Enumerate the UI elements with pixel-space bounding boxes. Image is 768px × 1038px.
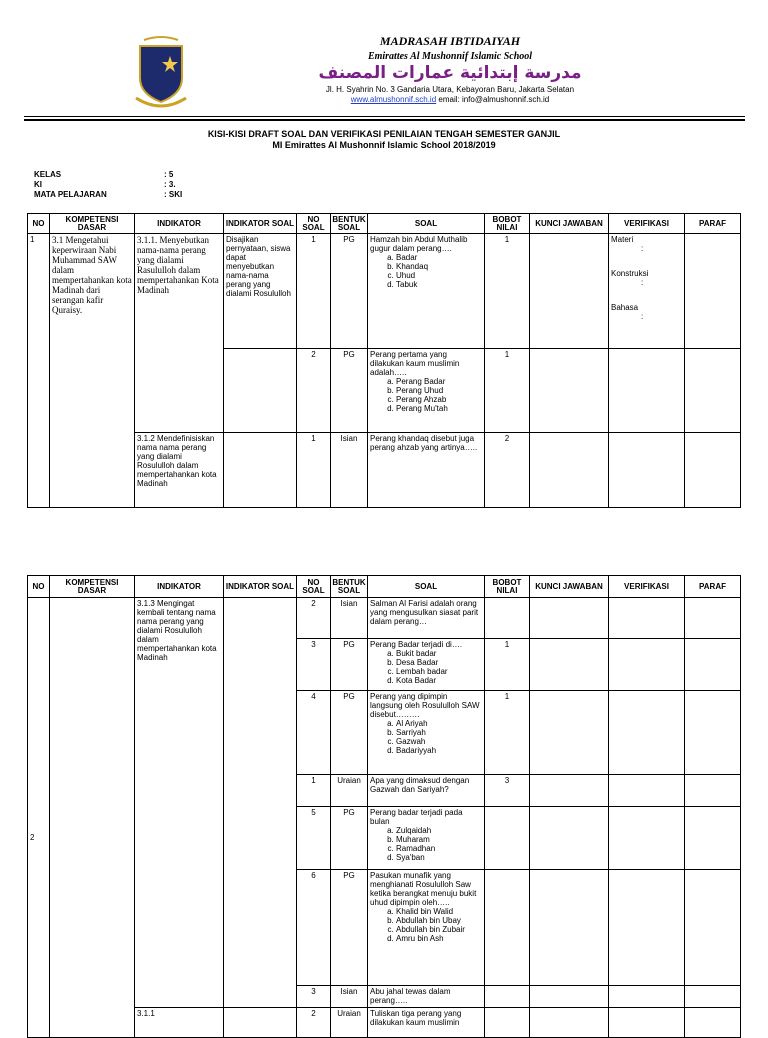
kisi-table-2 [27,575,741,1038]
kunci-cell[interactable] [530,986,609,1008]
kunci-cell[interactable] [530,870,609,986]
option: a. Zulqaidah [396,826,482,835]
table-row [28,598,741,639]
meta-value: : SKI [164,190,183,199]
option: a. Al Ariyah [396,719,482,728]
options-list [370,719,482,755]
no-soal-cell: 2 [297,1008,331,1038]
header-cell: KUNCI JAWABAN [530,214,609,234]
email-text: email: info@almushonnif.sch.id [438,95,550,104]
no-soal-cell: 2 [297,349,331,433]
indikator-cell: 3.1.1. Menyebutkan nama-nama perang yang dialami Rasululloh dalam mempertahankan Kota Madinah [135,234,224,433]
header-cell: VERIFIKASI [609,214,685,234]
options-list [370,826,482,862]
school-address: Jl. H. Syahrin No. 3 Gandaria Utara, Kebayoran Baru, Jakarta Selatan [325,85,575,94]
header-cell: KOMPETENSI DASAR [50,576,135,598]
paraf-cell[interactable] [685,691,741,775]
verifikasi-colon: : [641,278,644,287]
verifikasi-konstruksi [611,269,682,287]
indikator-soal-cell [224,349,297,433]
indikator-cell: 3.1.3 Mengingat kembali tentang nama nama perang yang dialami Rosululloh dalam mempertahankan kota Madinah [135,598,224,1008]
indikator-cell: 3.1.1 [135,1008,224,1038]
soal-cell: Tuliskan tiga perang yang dilakukan kaum muslimin [368,1008,485,1038]
bentuk-soal-cell: PG [331,234,368,349]
soal-cell [368,234,485,349]
options-list [370,907,482,943]
verifikasi-label: Materi [611,235,634,244]
paraf-cell[interactable] [685,986,741,1008]
no-soal-cell: 1 [297,775,331,807]
option: a. Bukit badar [396,649,482,658]
header-cell: INDIKATOR SOAL [224,576,297,598]
bentuk-soal-cell: PG [331,691,368,775]
option: d. Kota Badar [396,676,482,685]
bobot-cell: 1 [485,234,530,349]
bobot-cell: 1 [485,691,530,775]
question-text: Hamzah bin Abdul Muthalib gugur dalam perang…. [370,235,468,253]
verifikasi-cell[interactable] [609,598,685,639]
header-cell: NO [28,576,50,598]
no-soal-cell: 2 [297,598,331,639]
paraf-cell[interactable] [685,349,741,433]
meta-value: : 5 [164,170,174,179]
header-cell: BENTUK SOAL [331,576,368,598]
table-row [28,433,741,508]
paraf-cell[interactable] [685,433,741,508]
option: b. Khandaq [396,262,482,271]
header-cell: NO SOAL [297,576,331,598]
option: b. Abdullah bin Ubay [396,916,482,925]
kompetensi-cell [50,598,135,1038]
soal-cell: Apa yang dimaksud dengan Gazwah dan Sariyah? [368,775,485,807]
header-cell: BOBOT NILAI [485,576,530,598]
no-soal-cell: 6 [297,870,331,986]
option: d. Badariyyah [396,746,482,755]
verifikasi-cell[interactable] [609,986,685,1008]
meta-row [34,180,182,190]
kunci-cell[interactable] [530,598,609,639]
no-soal-cell: 3 [297,639,331,691]
paraf-cell[interactable] [685,234,741,349]
options-list [370,377,482,413]
question-text: Perang badar terjadi pada bulan [370,808,463,826]
school-name: MADRASAH IBTIDAIYAH [379,34,521,48]
option: d. Sya'ban [396,853,482,862]
option: a. Badar [396,253,482,262]
bobot-cell [485,1008,530,1038]
soal-cell [368,807,485,870]
header-cell: INDIKATOR [135,576,224,598]
option: c. Lembah badar [396,667,482,676]
table-header-row [28,214,741,234]
bentuk-soal-cell: Isian [331,986,368,1008]
bentuk-soal-cell: Isian [331,433,368,508]
paraf-cell[interactable] [685,598,741,639]
table-row [28,234,741,349]
no-soal-cell: 3 [297,986,331,1008]
table-row [28,1008,741,1038]
question-text: Perang Badar terjadi di…. [370,640,463,649]
kunci-cell[interactable] [530,807,609,870]
bentuk-soal-cell: Uraian [331,1008,368,1038]
kunci-cell[interactable] [530,639,609,691]
soal-cell [368,870,485,986]
verifikasi-cell[interactable] [609,433,685,508]
meta-key: KI [34,180,42,189]
verifikasi-label: Konstruksi [611,269,649,278]
school-name-arabic: مدرسة إبتدائية عمارات المصنف [318,63,582,83]
bobot-cell: 1 [485,349,530,433]
verifikasi-colon: : [641,312,644,321]
kunci-cell[interactable] [530,433,609,508]
meta-key: MATA PELAJARAN [34,190,107,199]
meta-row [34,170,182,180]
verifikasi-cell[interactable] [609,234,685,349]
website-link[interactable]: www.almushonnif.sch.id [350,95,437,104]
indikator-soal-cell [224,433,297,508]
header-cell: SOAL [368,214,485,234]
bentuk-soal-cell: Isian [331,598,368,639]
verifikasi-cell[interactable] [609,775,685,807]
no-soal-cell: 1 [297,433,331,508]
verifikasi-label: Bahasa [611,303,639,312]
option: c. Uhud [396,271,482,280]
doc-title: KISI-KISI DRAFT SOAL DAN VERIFIKASI PENILAIAN TENGAH SEMESTER GANJIL [207,129,561,139]
kunci-cell[interactable] [530,691,609,775]
header-cell: BENTUK SOAL [332,214,366,232]
no-cell: 1 [28,234,50,508]
option: c. Gazwah [396,737,482,746]
soal-cell [368,349,485,433]
school-header [300,34,600,104]
bentuk-soal-cell: PG [331,870,368,986]
kunci-cell[interactable] [530,234,609,349]
option: d. Amru bin Ash [396,934,482,943]
indikator-cell: 3.1.2 Mendefinisiskan nama nama perang yang dialami Rosululloh dalam mempertahankan kota Madinah [135,433,224,508]
verifikasi-cell[interactable] [609,807,685,870]
header-cell: INDIKATOR [135,214,224,234]
paraf-cell[interactable] [685,775,741,807]
verifikasi-cell[interactable] [609,691,685,775]
option: a. Perang Badar [396,377,482,386]
bentuk-soal-cell: PG [331,807,368,870]
bobot-cell [485,807,530,870]
header-cell: SOAL [368,576,485,598]
verifikasi-bahasa [611,303,682,321]
no-soal-cell: 1 [297,234,331,349]
kunci-cell[interactable] [530,1008,609,1038]
bentuk-soal-cell: Uraian [331,775,368,807]
option: d. Perang Mu'tah [396,404,482,413]
option: b. Desa Badar [396,658,482,667]
indikator-soal-cell: Disajikan pernyataan, siswa dapat menyebutkan nama-nama perang yang dialami Rosululloh [224,234,297,349]
bobot-cell [485,986,530,1008]
paraf-cell[interactable] [685,639,741,691]
option: d. Tabuk [396,280,482,289]
no-soal-cell: 4 [297,691,331,775]
soal-cell [368,691,485,775]
verifikasi-cell[interactable] [609,870,685,986]
kunci-cell[interactable] [530,775,609,807]
header-cell: INDIKATOR SOAL [224,214,297,234]
option: c. Ramadhan [396,844,482,853]
school-contact [300,95,600,104]
header-cell: PARAF [685,214,741,234]
question-text: Perang yang dipimpin langsung oleh Rosululloh SAW disebut……… [370,692,480,719]
header-cell: PARAF [685,576,741,598]
kunci-cell[interactable] [530,349,609,433]
verifikasi-colon: : [641,244,644,253]
bobot-cell: 2 [485,433,530,508]
table-header-row [28,576,741,598]
verifikasi-cell[interactable] [609,639,685,691]
bentuk-soal-cell: PG [331,639,368,691]
header-cell: NO SOAL [297,214,331,234]
option: a. Khalid bin Walid [396,907,482,916]
header-rule-thick [24,119,745,121]
verifikasi-materi [611,235,682,253]
meta-value: : 3. [164,180,176,189]
meta-key: KELAS [34,170,62,179]
option: b. Muharam [396,835,482,844]
meta-row [34,190,182,200]
no-soal-cell: 5 [297,807,331,870]
option: c. Abdullah bin Zubair [396,925,482,934]
question-text: Perang pertama yang dilakukan kaum muslimin adalah….. [370,350,460,377]
indikator-soal-cell [224,1008,297,1038]
paraf-cell[interactable] [685,807,741,870]
meta-block [34,170,182,200]
header-cell: KOMPETENSI DASAR [50,214,135,234]
indikator-soal-cell [224,598,297,1008]
bentuk-soal-cell: PG [331,349,368,433]
bobot-cell [485,598,530,639]
bobot-cell: 1 [485,639,530,691]
soal-cell: Perang khandaq disebut juga perang ahzab yang artinya….. [368,433,485,508]
option: c. Perang Ahzab [396,395,482,404]
bobot-cell: 3 [485,775,530,807]
options-list [370,649,482,685]
verifikasi-cell[interactable] [609,349,685,433]
verifikasi-cell[interactable] [609,1008,685,1038]
header-cell: VERIFIKASI [609,576,685,598]
doc-subtitle: MI Emirattes Al Mushonnif Islamic School 2018/2019 [272,140,496,150]
kisi-table-1 [27,213,741,508]
no-cell: 2 [28,598,50,1038]
paraf-cell[interactable] [685,1008,741,1038]
paraf-cell[interactable] [685,870,741,986]
soal-cell [368,639,485,691]
header-cell: NO [28,214,50,234]
bobot-cell [485,870,530,986]
header-cell: BOBOT NILAI [485,214,530,234]
soal-cell: Salman Al Farisi adalah orang yang mengusulkan siasat parit dalam perang… [368,598,485,639]
option: b. Perang Uhud [396,386,482,395]
school-logo [134,32,188,112]
soal-cell: Abu jahal tewas dalam perang….. [368,986,485,1008]
school-name-english: Emirattes Al Mushonnif Islamic School [367,51,533,62]
header-cell: KUNCI JAWABAN [530,576,609,598]
option: b. Sarriyah [396,728,482,737]
kompetensi-cell: 3.1 Mengetahui keperwiraan Nabi Muhammad SAW dalam mempertahankan kota Madinah dari serangan kafir Quraisy. [50,234,135,508]
options-list [370,253,482,289]
question-text: Pasukan munafik yang menghianati Rosululloh Saw ketika berangkat menuju bukit uhud dipimpin oleh….. [370,871,477,907]
header-rule [24,116,745,117]
